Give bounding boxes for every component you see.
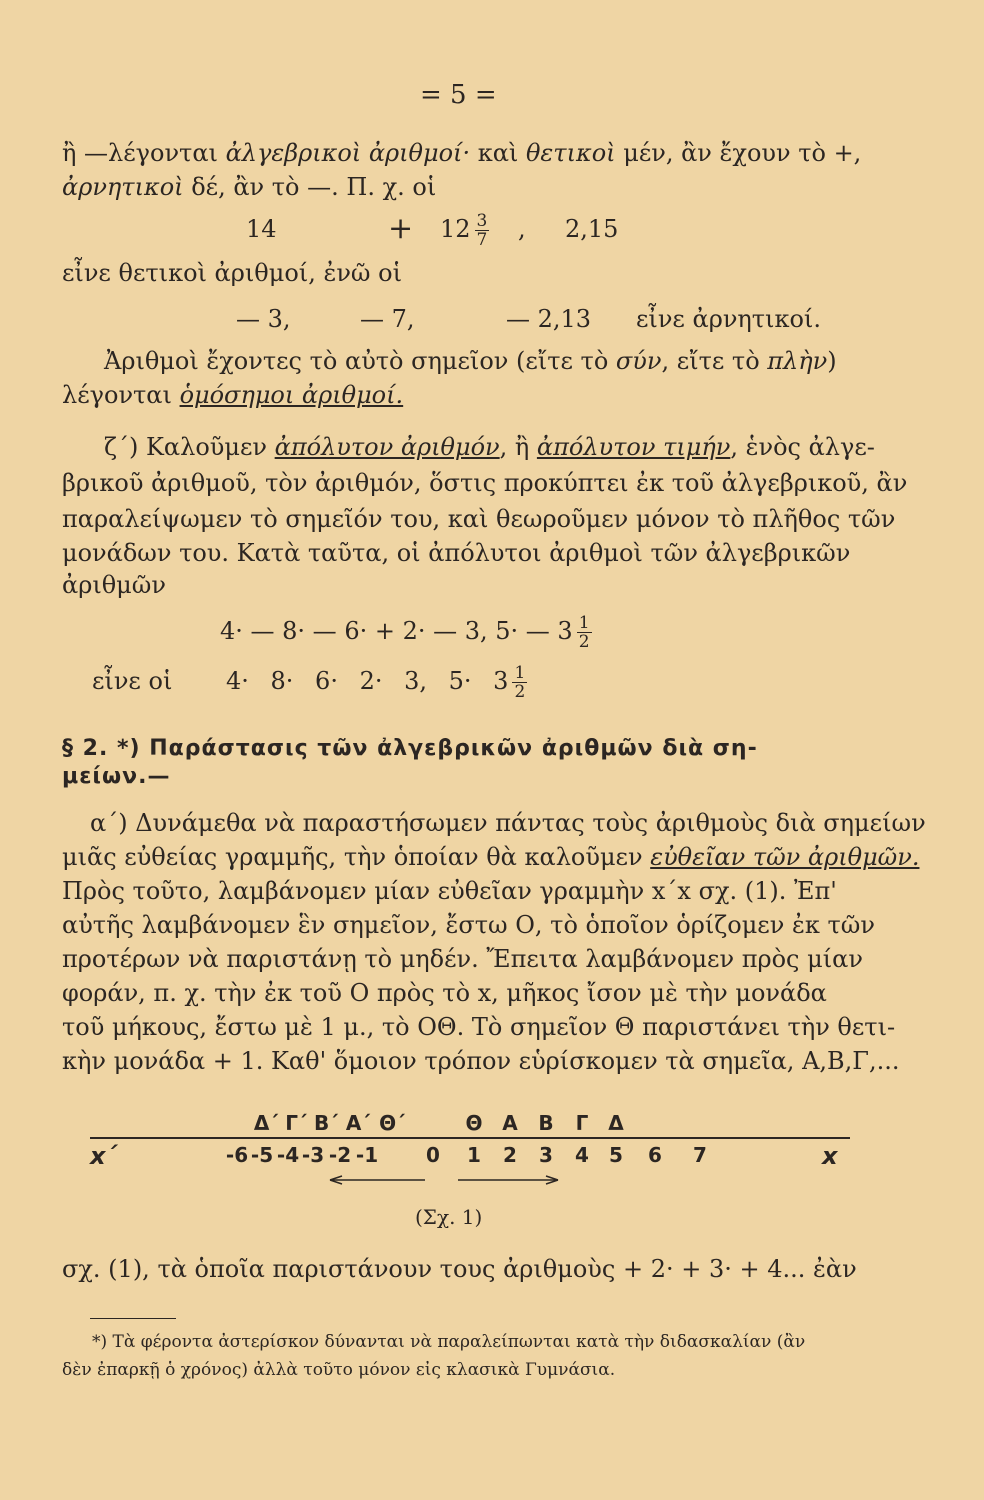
- example-positive-2: [440, 212, 489, 249]
- paragraph-4-line-6: φοράν, π. χ. τὴν ἐκ τοῦ Ο πρὸς τὸ x, μῆκος ἴσον μὲ τὴν μονάδα: [62, 979, 827, 1007]
- example-positive-1: 14: [246, 215, 277, 243]
- section-heading-line-2: μείων.—: [62, 764, 171, 789]
- paragraph-3-line-1: [104, 430, 875, 464]
- page-number: = 5 =: [420, 80, 497, 110]
- example-negative-2: — 7,: [360, 305, 415, 333]
- term-minus: πλὴν: [767, 347, 828, 375]
- tick-label-negative: -4: [276, 1143, 300, 1167]
- footnote-line-1: *) Τὰ φέροντα ἀστερίσκον δύνανται νὰ παραλείπωνται κατὰ τὴν διδασκαλίαν (ἂν: [92, 1332, 806, 1352]
- term-negative: ἀρνητικοὶ: [62, 173, 184, 201]
- number-line-figure: [80, 1090, 860, 1200]
- numerator: 3: [476, 211, 488, 231]
- tick-label-positive: 7: [693, 1143, 707, 1167]
- paragraph-2-line-2: [62, 378, 403, 412]
- denominator: 7: [476, 230, 488, 250]
- tick-label-positive: 2: [503, 1143, 517, 1167]
- point-label-positive: Γ: [575, 1111, 589, 1135]
- paragraph-3-line-5: ἀριθμῶν: [62, 571, 166, 599]
- footnote-line-2: δὲν ἐπαρκῇ ὁ χρόνος) ἀλλὰ τοῦτο μόνον εἰς κλασικὰ Γυμνάσια.: [62, 1360, 616, 1380]
- point-label-negative: Γ΄: [285, 1111, 307, 1135]
- example-negative-3: — 2,13: [506, 305, 592, 333]
- point-label-negative: Δ΄: [253, 1111, 279, 1135]
- paragraph-1-line-1: [62, 136, 861, 170]
- tick-label-negative: -2: [328, 1143, 352, 1167]
- term-absolute-number: ἀπόλυτον ἀριθμόν: [274, 433, 500, 461]
- paragraph-4-line-1: α΄) Δυνάμεθα νὰ παραστήσωμεν πάντας τοὺς ἀριθμοὺς διὰ σημείων: [90, 809, 926, 837]
- text-run: μέν, ἂν ἔχουν τὸ +,: [615, 139, 862, 167]
- text-run: δέ, ἂν τὸ —. Π. χ. οἱ: [183, 173, 437, 201]
- paragraph-4-line-5: προτέρων νὰ παριστάνῃ τὸ μηδέν. Ἔπειτα λαμβάνομεν πρὸς μίαν: [62, 945, 863, 973]
- term-number-line: εὐθεῖαν τῶν ἀριθμῶν.: [650, 843, 920, 871]
- example-algebraic-list: [220, 614, 592, 651]
- paragraph-3-line-2: βρικοῦ ἀριθμοῦ, τὸν ἀριθμόν, ὅστις προκύπτει ἐκ τοῦ ἀλγεβρικοῦ, ἂν: [62, 469, 908, 497]
- tick-label-positive: 1: [467, 1143, 481, 1167]
- fraction: [475, 212, 490, 249]
- point-label-negative: Α΄: [345, 1111, 371, 1135]
- text-run: μιᾶς εὐθείας γραμμῆς, τὴν ὁποίαν θὰ καλοῦμεν: [62, 843, 651, 871]
- text-run: , ἑνὸς ἀλγε-: [730, 433, 875, 461]
- paragraph-2-line-1: [104, 344, 837, 378]
- tick-label-negative: -6: [225, 1143, 249, 1167]
- point-label-negative: Θ΄: [379, 1111, 405, 1135]
- tick-label-negative: -3: [301, 1143, 325, 1167]
- tick-label-positive: 5: [609, 1143, 623, 1167]
- mixed-number-int: 12: [440, 215, 471, 243]
- term-algebraic-numbers: ἀλγεβρικοὶ ἀριθμοί·: [225, 139, 471, 167]
- footnote-rule: [90, 1318, 176, 1319]
- term-same-sign-numbers: ὁμόσημοι ἀριθμοί.: [179, 381, 404, 409]
- absolute-values: 4· 8· 6· 2· 3, 5· 3: [226, 667, 509, 695]
- text-run: ζ΄) Καλοῦμεν: [104, 433, 275, 461]
- text-run: ἢ —λέγονται: [62, 139, 226, 167]
- fraction: [577, 614, 592, 651]
- tick-label-positive: 0: [426, 1143, 440, 1167]
- positive-statement: εἶνε θετικοὶ ἀριθμοί, ἐνῶ οἱ: [62, 259, 402, 287]
- x-label: x: [822, 1142, 838, 1170]
- fraction: [512, 664, 527, 701]
- denominator: 2: [578, 632, 590, 652]
- example-negative-1: — 3,: [236, 305, 291, 333]
- point-label-positive: Α: [502, 1111, 518, 1135]
- section-heading-line-1: § 2. *) Παράστασις τῶν ἀλγεβρικῶν ἀριθμῶν διὰ ση-: [62, 736, 758, 761]
- tick-label-negative: -5: [250, 1143, 274, 1167]
- absolute-label: εἶνε οἱ: [92, 667, 173, 695]
- paragraph-1-line-2: [62, 170, 436, 204]
- plus-sign: +: [388, 211, 414, 246]
- numerator: 1: [578, 613, 590, 633]
- tick-label-positive: 6: [648, 1143, 662, 1167]
- paragraph-4-line-7: τοῦ μήκους, ἔστω μὲ 1 μ., τὸ ΟΘ. Τὸ σημεῖον Θ παριστάνει τὴν θετι-: [62, 1013, 896, 1041]
- denominator: 2: [514, 682, 526, 702]
- figure-caption: (Σχ. 1): [415, 1205, 483, 1229]
- negative-statement: εἶνε ἀρνητικοί.: [636, 305, 821, 333]
- point-label-positive: Θ: [465, 1111, 483, 1135]
- text-run: , ἢ: [499, 433, 537, 461]
- text-run: ): [827, 347, 837, 375]
- tick-label-positive: 3: [539, 1143, 553, 1167]
- tick-label-negative: -1: [355, 1143, 379, 1167]
- paragraph-3-line-4: μονάδων του. Κατὰ ταῦτα, οἱ ἀπόλυτοι ἀριθμοὶ τῶν ἀλγεβρικῶν: [62, 539, 851, 567]
- example-positive-3: 2,15: [565, 215, 619, 243]
- paragraph-5-line-1: σχ. (1), τὰ ὁποῖα παριστάνουν τους ἀριθμοὺς + 2· + 3· + 4... ἐὰν: [62, 1255, 857, 1283]
- text-run: λέγονται: [62, 381, 180, 409]
- paragraph-4-line-8: κὴν μονάδα + 1. Καθ' ὅμοιον τρόπον εὑρίσκομεν τὰ σημεῖα, Α,Β,Γ,...: [62, 1047, 900, 1075]
- text-run: Ἀριθμοὶ ἔχοντες τὸ αὐτὸ σημεῖον (εἴτε τὸ: [104, 347, 616, 375]
- term-positive: θετικοὶ: [525, 139, 616, 167]
- point-label-positive: Β: [538, 1111, 554, 1135]
- term-absolute-value: ἀπόλυτον τιμήν: [536, 433, 731, 461]
- algebraic-values: 4· — 8· — 6· + 2· — 3, 5· — 3: [220, 617, 573, 645]
- paragraph-4-line-3: Πρὸς τοῦτο, λαμβάνομεν μίαν εὐθεῖαν γραμμὴν x΄x σχ. (1). Ἐπ': [62, 877, 837, 905]
- text-run: καὶ: [470, 139, 526, 167]
- comma: ,: [518, 215, 526, 243]
- paragraph-4-line-4: αὐτῆς λαμβάνομεν ἓν σημεῖον, ἔστω Ο, τὸ ὁποῖον ὁρίζομεν ἐκ τῶν: [62, 911, 875, 939]
- text-run: , εἴτε τὸ: [661, 347, 768, 375]
- paragraph-3-line-3: παραλείψωμεν τὸ σημεῖόν του, καὶ θεωροῦμεν μόνον τὸ πλῆθος τῶν: [62, 505, 896, 533]
- numerator: 1: [514, 663, 526, 683]
- x-prime-label: x΄: [90, 1142, 117, 1170]
- term-plus: σύν: [615, 347, 662, 375]
- paragraph-4-line-2: [62, 840, 919, 874]
- example-absolute-list: [226, 664, 527, 701]
- tick-label-positive: 4: [575, 1143, 589, 1167]
- point-label-negative: Β΄: [313, 1111, 339, 1135]
- point-label-positive: Δ: [608, 1111, 624, 1135]
